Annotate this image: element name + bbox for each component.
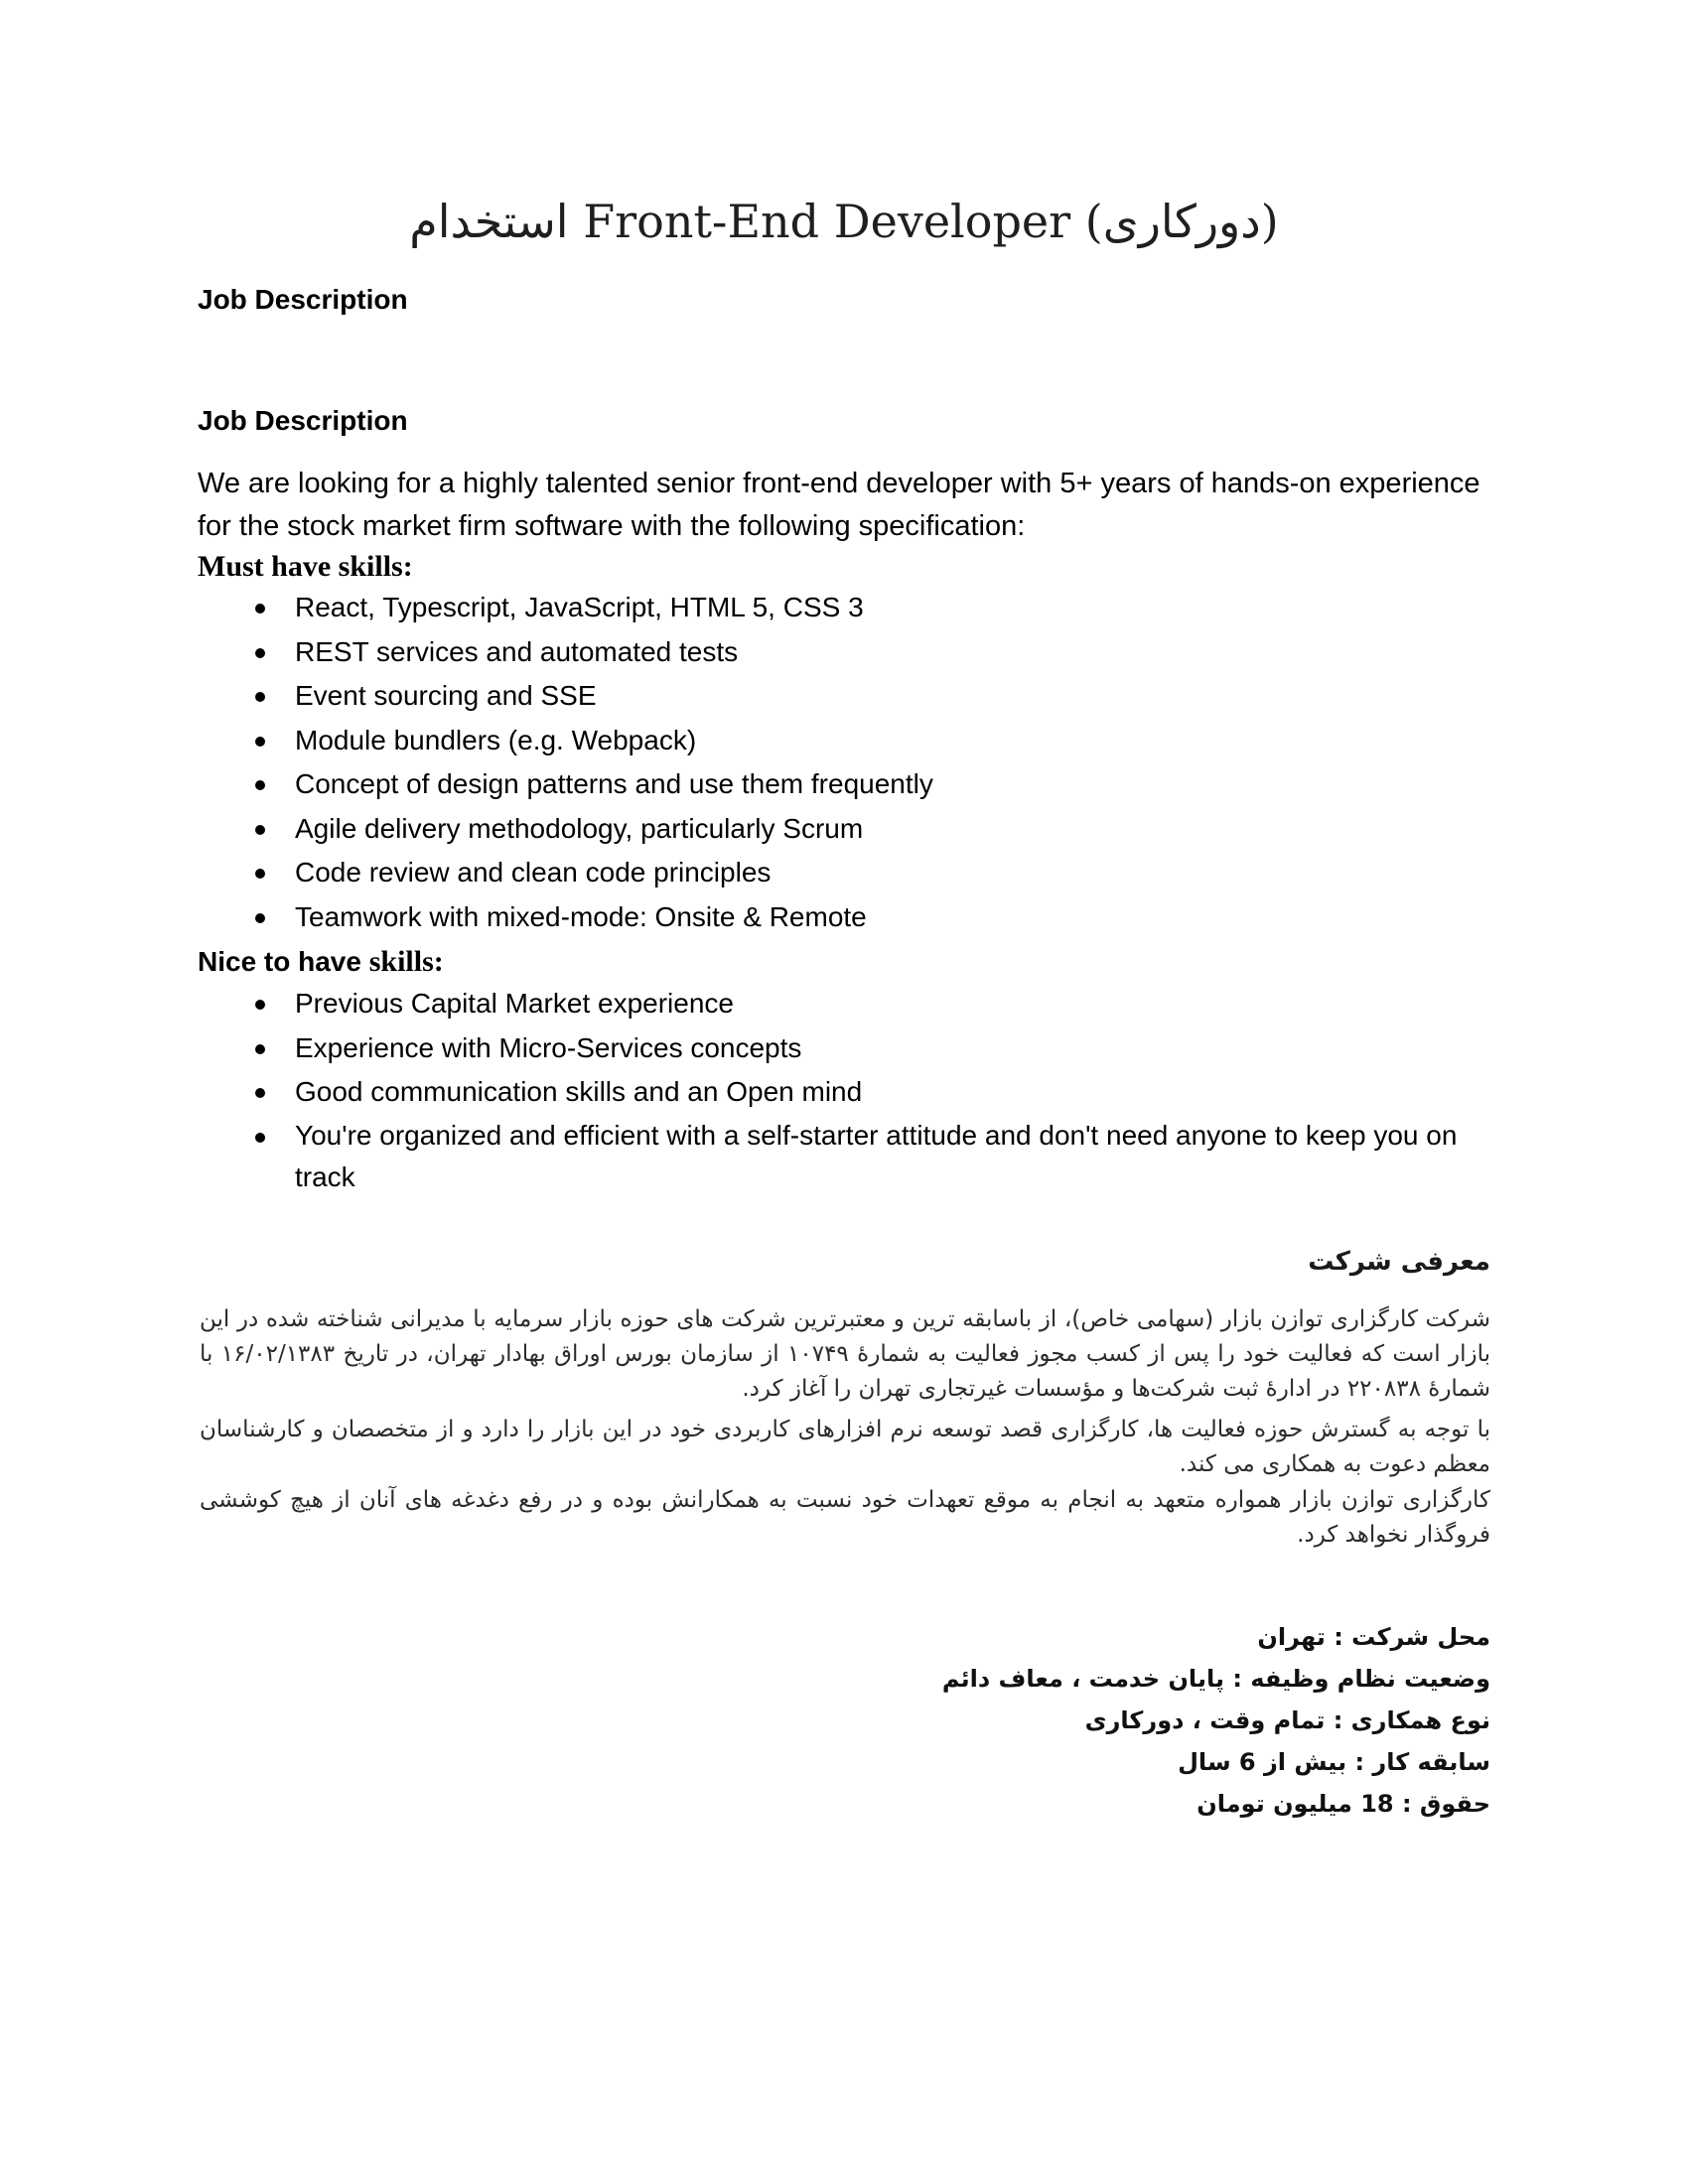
list-item: Event sourcing and SSE: [198, 674, 1508, 719]
bullet-icon: [255, 780, 265, 790]
list-item: Agile delivery methodology, particularly Scrum: [198, 807, 1508, 852]
detail-military-status: وضعیت نظام وظیفه : پایان خدمت ، معاف دائم: [941, 1665, 1490, 1693]
company-intro-paragraph: شرکت کارگزاری توازن بازار (سهامی خاص)، از باسابقه ترین و معتبرترین شرکت های حوزه بازار سرمایه با مدیرانی شناخته شده در این بازار است که فعالیت خود را پس از کسب مجوز فعالیت به شمارۀ ۱۰۷۴۹ از سازمان بورس اوراق بهادار تهران، در تاریخ ۱۶/۰۲/۱۳۸۳ با شمارۀ ۲۲۰۸۳۸ در ادارۀ ثبت شرکت‌ها و مؤسسات غیرتجاری تهران را آغاز کرد.: [200, 1306, 1490, 1402]
detail-employment-type: نوع همکاری : تمام وقت ، دورکاری: [1084, 1706, 1490, 1734]
list-item: Concept of design patterns and use them frequently: [198, 762, 1508, 807]
job-description-heading: Job Description: [198, 284, 408, 315]
job-details-list: [942, 1616, 1490, 1825]
list-item: You're organized and efficient with a self-starter attitude and don't need anyone to keep you on track: [198, 1115, 1508, 1198]
bullet-icon: [255, 913, 265, 923]
nice-to-have-list: [198, 982, 1508, 1198]
list-item: Good communication skills and an Open mind: [198, 1070, 1508, 1115]
job-description-heading-repeat: Job Description: [198, 405, 408, 436]
list-item: Experience with Micro-Services concepts: [198, 1026, 1508, 1071]
detail-location: محل شرکت : تهران: [1257, 1623, 1490, 1651]
bullet-icon: [255, 869, 265, 879]
list-item: Code review and clean code principles: [198, 851, 1508, 895]
bullet-icon: [255, 692, 265, 702]
bullet-icon: [255, 648, 265, 658]
bullet-icon: [255, 1133, 265, 1143]
company-commitment-paragraph: کارگزاری توازن بازار همواره متعهد به انجام به موقع تعهدات خود نسبت به همکارانش بوده و در رفع دغدغه های آنان از هیچ کوششی فروگذار نخواهد کرد.: [200, 1487, 1490, 1548]
company-expansion-paragraph: با توجه به گسترش حوزه فعالیت ها، کارگزاری قصد توسعه نرم افزارهای کاربردی خود در این بازار را دارد و از متخصصان و کارشناسان معظم دعوت به همکاری می کند.: [200, 1417, 1490, 1477]
list-item: Module bundlers (e.g. Webpack): [198, 719, 1508, 763]
list-item: Teamwork with mixed-mode: Onsite & Remote: [198, 895, 1508, 940]
intro-paragraph: We are looking for a highly talented senior front-end developer with 5+ years of hands-on experience for the stock market firm software with the following specification:: [198, 468, 1480, 542]
list-item: REST services and automated tests: [198, 630, 1508, 675]
bullet-icon: [255, 1044, 265, 1054]
bullet-icon: [255, 737, 265, 747]
detail-salary: حقوق : 18 میلیون تومان: [1196, 1790, 1490, 1818]
detail-experience: سابقه کار : بیش از 6 سال: [1178, 1748, 1490, 1776]
list-item: Previous Capital Market experience: [198, 982, 1508, 1026]
bullet-icon: [255, 825, 265, 835]
bullet-icon: [255, 1000, 265, 1010]
page-title: استخدام Front-End Developer (دورکاری): [409, 195, 1279, 248]
must-have-label: Must have skills:: [198, 550, 413, 583]
bullet-icon: [255, 1088, 265, 1098]
nice-to-have-label: Nice to have skills:: [198, 945, 444, 978]
bullet-icon: [255, 604, 265, 614]
company-intro-heading: معرفی شرکت: [1308, 1247, 1490, 1277]
must-have-list: [198, 586, 1508, 939]
list-item: React, Typescript, JavaScript, HTML 5, CSS 3: [198, 586, 1508, 630]
